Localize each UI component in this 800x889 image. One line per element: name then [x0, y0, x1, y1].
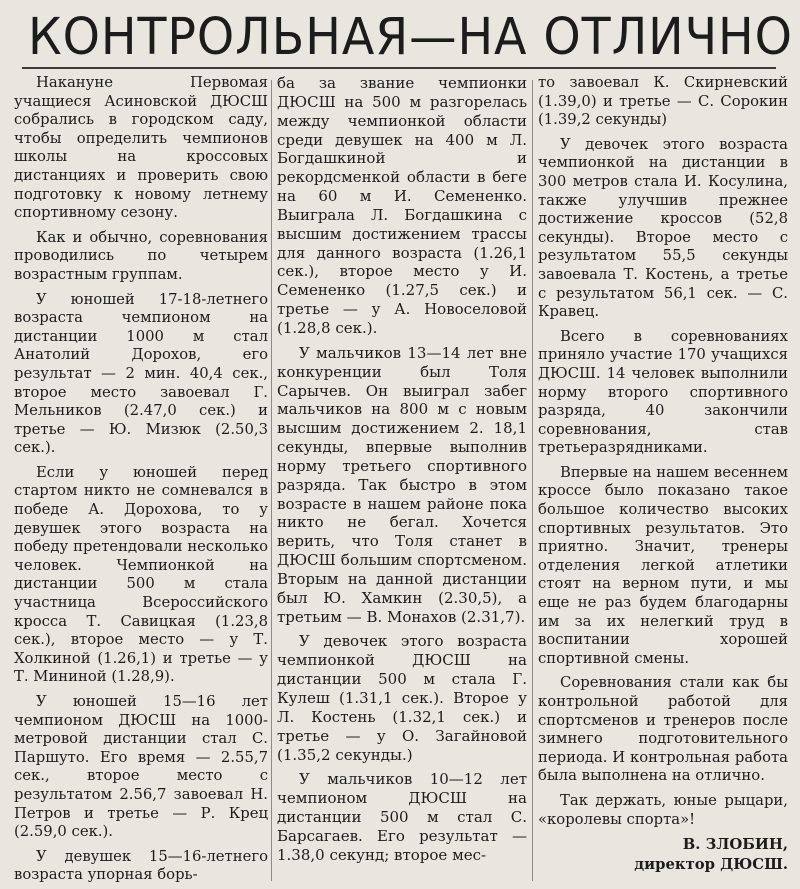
- author-signature: [538, 835, 788, 875]
- paragraph: Так держать, юные рыцари, «королевы спорта»!: [538, 791, 788, 828]
- paragraph: Впервые на нашем весеннем кроссе было показано такое большое количество высоких спортивных результатов. Это приятно. Значит, тренеры отделения легкой атлетики стоят на верном пути, и мы еще не раз будем благодарны им за их нелегкий труд в воспитании хорошей спортивной смены.: [538, 463, 788, 667]
- paragraph: ба за звание чемпионки ДЮСШ на 500 м разгорелась между чемпионкой области среди девушек на 400 м Л. Богдашкиной и рекордсменкой области в беге на 60 м И. Семененко. Выиграла Л. Богдашкина с высшим достижением трассы для данного возраста (1.26,1 сек.), второе место у И. Семененко (1.27,5 сек.) и третье — у А. Новоселовой (1.28,8 сек.).: [277, 74, 527, 337]
- author-position: директор ДЮСШ.: [634, 856, 788, 874]
- paragraph: Соревнования стали как бы контрольной работой для спортсменов и тренеров после зимнего подготовительного периода. И контрольная работа была выполнена на отлично.: [538, 674, 788, 785]
- article-column-3: [538, 74, 788, 885]
- paragraph: У мальчиков 13—14 лет вне конкуренции был Толя Сарычев. Он выиграл забег мальчиков на 800 м с новым высшим достижением 2. 18,1 секунды, впервые выполнив норму третьего спортивного разряда. Так быстро в этом возрасте в нашем районе пока никто не бегал. Хочется верить, что Толя станет в ДЮСШ большим спортсменом. Вторым на данной дистанции был Ю. Хамкин (2.30,5), а третьим — В. Монахов (2.31,7).: [277, 343, 527, 626]
- paragraph: У девочек этого возраста чемпионкой ДЮСШ на дистанции 500 м стала Г. Кулеш (1.31,1 сек.). Второе у Л. Костень (1.32,1 сек.) и третье — у О. Загайновой (1.35,2 секунды.): [277, 632, 527, 764]
- paragraph: У юношей 17-18-летнего возраста чемпионом на дистанции 1000 м стал Анатолий Дорохов, его результат — 2 мин. 40,4 сек., второе место завоевал Г. Мельников (2.47,0 сек.) и третье — Ю. Мизюк (2.50,3 сек.).: [14, 290, 268, 457]
- paragraph: У девушек 15—16-летнего возраста упорная борь-: [14, 847, 268, 884]
- column-divider: [532, 80, 533, 881]
- paragraph: то завоевал К. Скирневский (1.39,0) и третье — С. Сорокин (1.39,2 секунды): [538, 74, 788, 129]
- paragraph: Как и обычно, соревнования проводились по четырем возрастным группам.: [14, 228, 268, 283]
- paragraph: У мальчиков 10—12 лет чемпионом ДЮСШ на дистанции 500 м стал С. Барсагаев. Его результат — 1.38,0 секунд; второе мес-: [277, 770, 527, 864]
- paragraph: У юношей 15—16 лет чемпионом ДЮСШ на 1000-метровой дистанции стал С. Паршуто. Его время — 2.55,7 сек., второе место с результатом 2.56,7 завоевал Н. Петров и третье — Р. Крец (2.59,0 сек.).: [14, 693, 268, 841]
- article-column-1: [14, 74, 268, 885]
- author-name: В. ЗЛОБИН,: [682, 836, 788, 854]
- article-column-2: [277, 74, 527, 885]
- article-headline: КОНТРОЛЬНАЯ—НА ОТЛИЧНО: [28, 8, 793, 67]
- column-divider: [271, 80, 272, 881]
- paragraph: Накануне Первомая учащиеся Асиновской ДЮСШ собрались в городском саду, чтобы определить чемпионов школы на кроссовых дистанциях и проверить свою подготовку к новому летнему спортивному сезону.: [14, 74, 268, 222]
- headline-rule: [22, 67, 776, 69]
- paragraph: У девочек этого возраста чемпионкой на дистанции в 300 метров стала И. Косулина, также улучшив прежнее достижение кроссов (52,8 секунды). Второе место с результатом 55,5 секунды завоевала Т. Костень, а третье с результатом 56,1 сек. — С. Кравец.: [538, 135, 788, 321]
- paragraph: Всего в соревнованиях приняло участие 170 учащихся ДЮСШ. 14 человек выполнили норму второго спортивного разряда, 40 закончили соревнования, став третьеразрядниками.: [538, 327, 788, 457]
- paragraph: Если у юношей перед стартом никто не сомневался в победе А. Дорохова, то у девушек этого возраста на победу претендовали несколько человек. Чемпионкой на дистанции 500 м стала участница Всероссийского кросса Т. Савицкая (1.23,8 сек.), второе место — у Т. Холкиной (1.26,1) и третье — у Т. Мининой (1.28,9).: [14, 463, 268, 686]
